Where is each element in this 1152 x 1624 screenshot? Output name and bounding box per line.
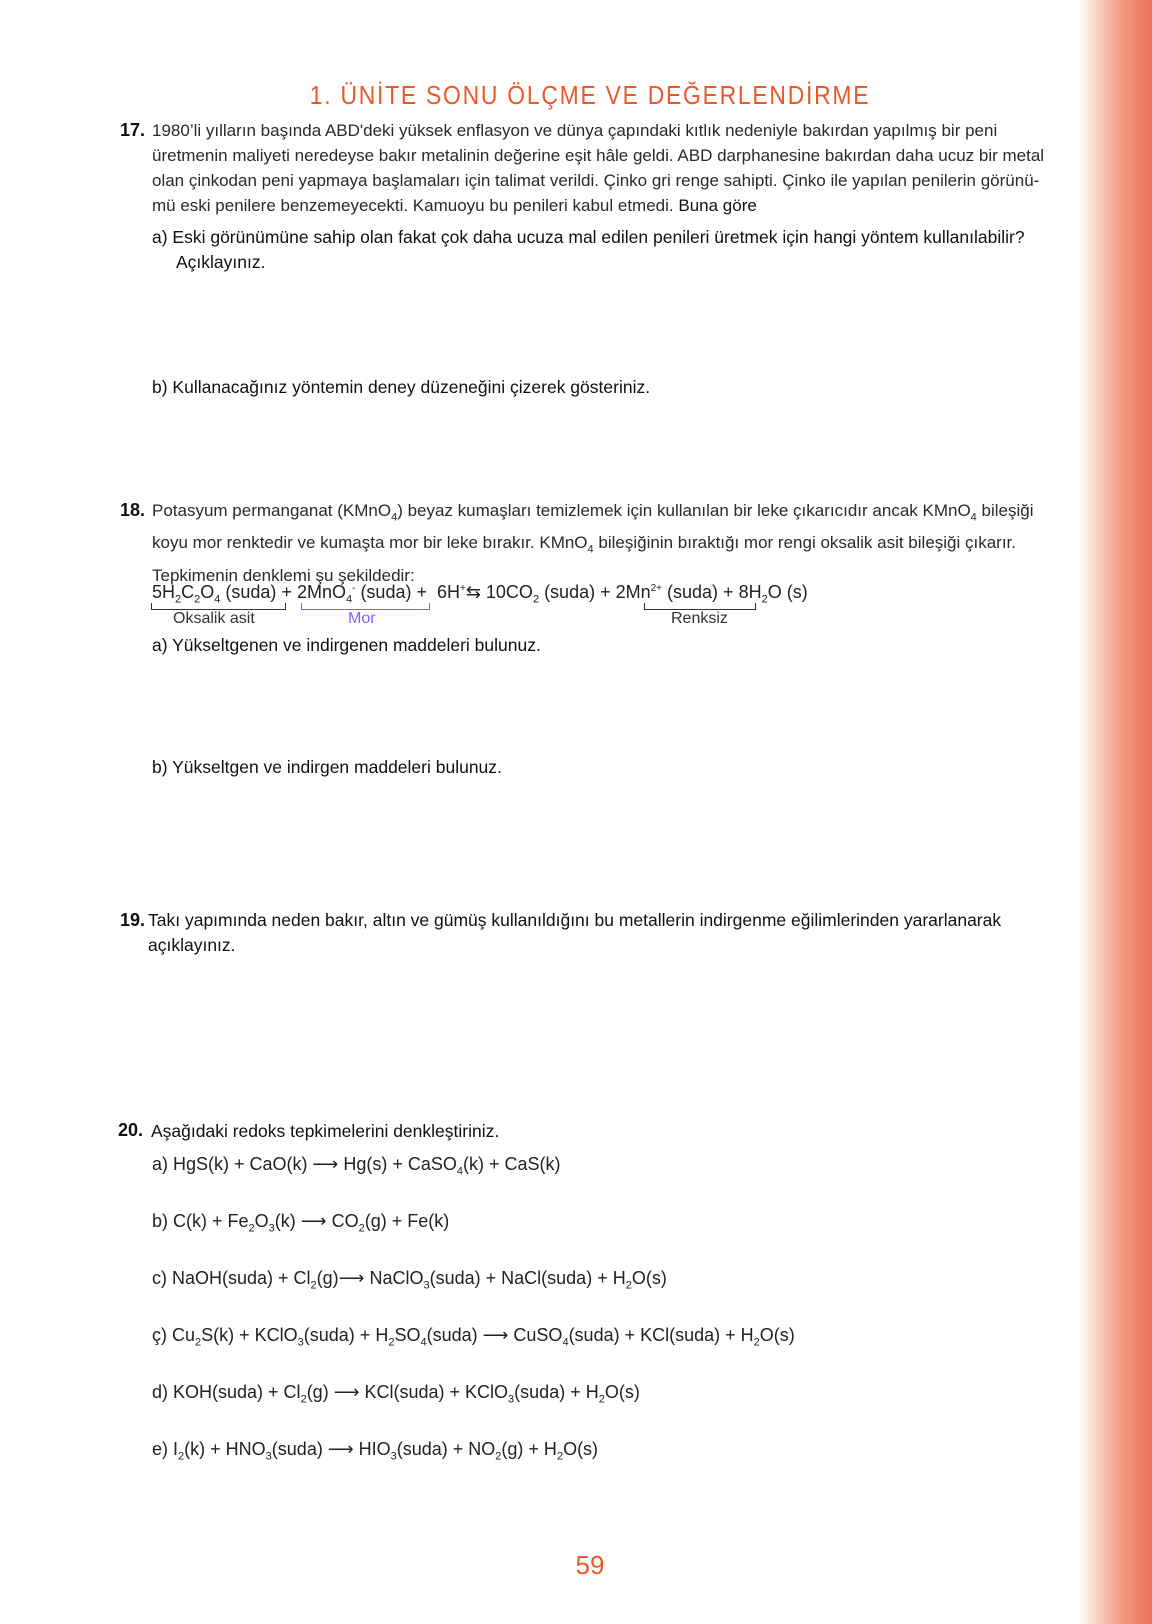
- q18-intro-line: [152, 530, 1052, 562]
- q20-reaction-d: d) KOH(suda) + $Cl_2(g)$ ⟶ KCl(suda) + KClO$_3$(suda) + $H_2O(s)$: [152, 1382, 640, 1406]
- q18-text: Potasyum permanganat (KMnO: [152, 501, 392, 520]
- q17-intro-line: 1980’li yılların başında ABD'deki yüksek enflasyon ve dünya çapındaki kıtlık nedeniyle bakırdan yapılmış bir peni: [152, 121, 998, 140]
- label-mor: Mor: [348, 610, 376, 627]
- q20-label: a): [152, 1154, 169, 1174]
- question-17-part-a: [152, 225, 1025, 275]
- question-20-number: 20.: [118, 1120, 144, 1140]
- q20-reaction-c: c) NaOH(suda) + $Cl_2(g)⟶$ NaClO$_3$(suda) + NaCl(suda) + $H_2O(s)$: [152, 1268, 667, 1292]
- q20-reaction-c-cedilla: ç) $Cu_2S(k)$ + KClO$_3$(suda) + $H_2SO_4(suda)$ ⟶ CuSO$_4$(suda) + KCl(suda) + $H_2O(s)$: [152, 1325, 795, 1349]
- q17-intro-line: olan çinkodan peni yapmaya başlamaları için talimat verildi. Çinko gri renge sahipti. Çinko ile yapılan penilerin görünü-: [152, 171, 1040, 190]
- q20-label: b): [152, 1211, 169, 1231]
- question-18-part-b: b) Yükseltgen ve indirgen maddeleri bulunuz.: [152, 757, 502, 777]
- question-18-number: 18.: [120, 500, 146, 520]
- q20-label: ç): [152, 1325, 167, 1345]
- q20-label: e): [152, 1439, 169, 1459]
- question-17-part-b: b) Kullanacağınız yöntemin deney düzeneğini çizerek gösteriniz.: [152, 377, 651, 397]
- q18-intro-line: Tepkimenin denklemi şu şekildedir:: [152, 565, 415, 585]
- q18-text: bileşiğinin bıraktığı mor rengi oksalik asit bileşiği çıkarır.: [593, 533, 1017, 553]
- question-17-intro: [152, 118, 1052, 218]
- q18-reaction-equation: $5H_2C_2O_4$ (suda) + 2MnO$_4$- (suda) + 6H+⇆ $10CO_2$ (suda) + $2Mn^{2+}$ (suda) + $8H_2O$ (s): [152, 582, 808, 606]
- q20-label: d): [152, 1382, 169, 1402]
- q17-intro-line: [152, 193, 1052, 218]
- page-number: 59: [575, 1550, 605, 1580]
- decorative-side-band: [1078, 0, 1152, 1624]
- q20-reaction-b: b) $C(k) + Fe_2O_3(k)$ ⟶ $CO_2(g) + Fe(k)$: [152, 1211, 450, 1235]
- q18-subscript: 4: [391, 511, 398, 524]
- renksiz-bracket: [644, 603, 756, 610]
- q20-label: c): [152, 1268, 167, 1288]
- q17-intro-line: üretmenin maliyeti neredeyse bakır metalinin değerine eşit hâle geldi. ABD darphanesine bakırdan daha ucuz bir metal: [152, 146, 1045, 165]
- q20-reaction-e: e) $I_2(k)$ + $HNO_3(suda)$ ⟶ $HIO_3(suda) + NO_2(g) + H_2O(s)$: [152, 1439, 599, 1463]
- question-20-prompt: Aşağıdaki redoks tepkimelerini denkleştiriniz.: [151, 1121, 500, 1141]
- q18-subscript: 4: [587, 543, 594, 556]
- question-19-number: 19.: [120, 910, 146, 930]
- label-renksiz: Renksiz: [671, 610, 728, 627]
- q19-line2: açıklayınız.: [148, 935, 236, 955]
- q18-text: bileşiği: [976, 501, 1034, 520]
- q17-a-line1: a) Eski görünümüne sahip olan fakat çok daha ucuza mal edilen penileri üretmek için hangi yöntem kullanılabilir?: [152, 227, 1025, 247]
- q20-reaction-a: a) HgS(k) + CaO(k) ⟶ Hg(s) + CaSO$_4$(k) + CaS(k): [152, 1154, 561, 1178]
- question-18-intro: [152, 498, 1052, 588]
- q17-intro-line-text: mü eski penilere benzemeyecekti. Kamuoyu bu penileri kabul etmedi.: [152, 196, 674, 215]
- page-title: 1. ÜNİTE SONU ÖLÇME VE DEĞERLENDİRME: [309, 80, 871, 110]
- q17-a-line2: Açıklayınız.: [176, 252, 266, 272]
- q18-intro-line: [152, 498, 1052, 530]
- question-18-part-a: a) Yükseltgenen ve indirgenen maddeleri bulunuz.: [152, 635, 541, 655]
- label-oxalic-acid: Oksalik asit: [173, 610, 255, 627]
- q18-text: ) beyaz kumaşları temizlemek için kullanılan bir leke çıkarıcıdır ancak KMnO: [397, 501, 971, 520]
- oxalic-bracket: [151, 603, 286, 610]
- q18-subscript: 4: [970, 511, 977, 524]
- mor-bracket: [301, 603, 430, 610]
- question-17-number: 17.: [120, 120, 146, 140]
- q17-intro-tail: Buna göre: [678, 196, 757, 215]
- question-19-text: [148, 908, 1001, 958]
- q19-line1: Takı yapımında neden bakır, altın ve gümüş kullanıldığını bu metallerin indirgenme eğilimlerinden yararlanarak: [148, 910, 1002, 930]
- q18-text: koyu mor renktedir ve kumaşta mor bir leke bırakır. KMnO: [152, 533, 588, 553]
